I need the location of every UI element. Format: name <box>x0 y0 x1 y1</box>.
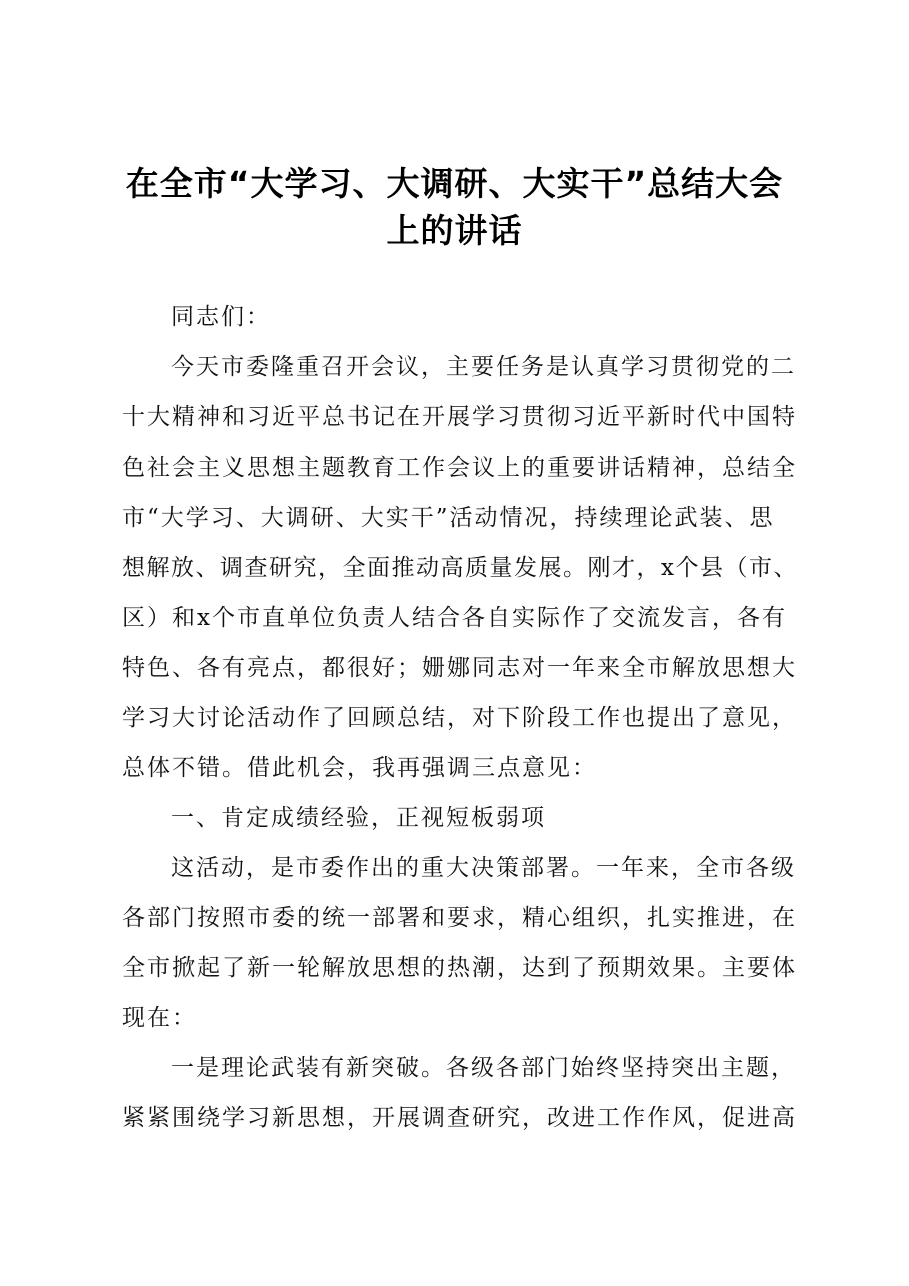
paragraph-line: 总体不错。借此机会，我再强调三点意见： <box>122 755 597 781</box>
paragraph-line: 这活动，是市委作出的重大决策部署。一年来，全市各级 <box>171 855 796 881</box>
paragraph-line: 特色、各有亮点，都很好；姗娜同志对一年来全市解放思想大 <box>122 655 797 681</box>
paragraph-line: 全市掀起了新一轮解放思想的热潮，达到了预期效果。主要体 <box>122 955 797 981</box>
paragraph-line: 市“大学习、大调研、大实干”活动情况，持续理论武装、思 <box>122 505 775 531</box>
paragraph-line: 各部门按照市委的统一部署和要求，精心组织，扎实推进，在 <box>122 905 797 931</box>
title-line-1: 在全市“大学习、大调研、大实干”总结大会 <box>125 164 784 203</box>
paragraph-line: 一是理论武装有新突破。各级各部门始终坚持突出主题， <box>171 1055 796 1081</box>
paragraph-line: 色社会主义思想主题教育工作会议上的重要讲话精神，总结全 <box>122 455 797 481</box>
document-title <box>0 160 909 254</box>
section-heading: 一、肯定成绩经验，正视短板弱项 <box>171 805 546 831</box>
paragraph-line: 现在： <box>122 1005 197 1031</box>
paragraph-line: 紧紧围绕学习新思想，开展调查研究，改进工作作风，促进高 <box>122 1105 797 1131</box>
paragraph-line: 今天市委隆重召开会议，主要任务是认真学习贯彻党的二 <box>171 354 796 380</box>
paragraph-line: 十大精神和习近平总书记在开展学习贯彻习近平新时代中国特 <box>122 404 797 430</box>
salutation: 同志们： <box>171 304 271 330</box>
paragraph-line: 区）和x个市直单位负责人结合各自实际作了交流发言，各有 <box>122 605 787 631</box>
title-line-2: 上的讲话 <box>386 211 523 250</box>
paragraph-line: 想解放、调查研究，全面推动高质量发展。刚才，x个县（市、 <box>122 555 798 581</box>
paragraph-line: 学习大讨论活动作了回顾总结，对下阶段工作也提出了意见， <box>122 705 797 731</box>
